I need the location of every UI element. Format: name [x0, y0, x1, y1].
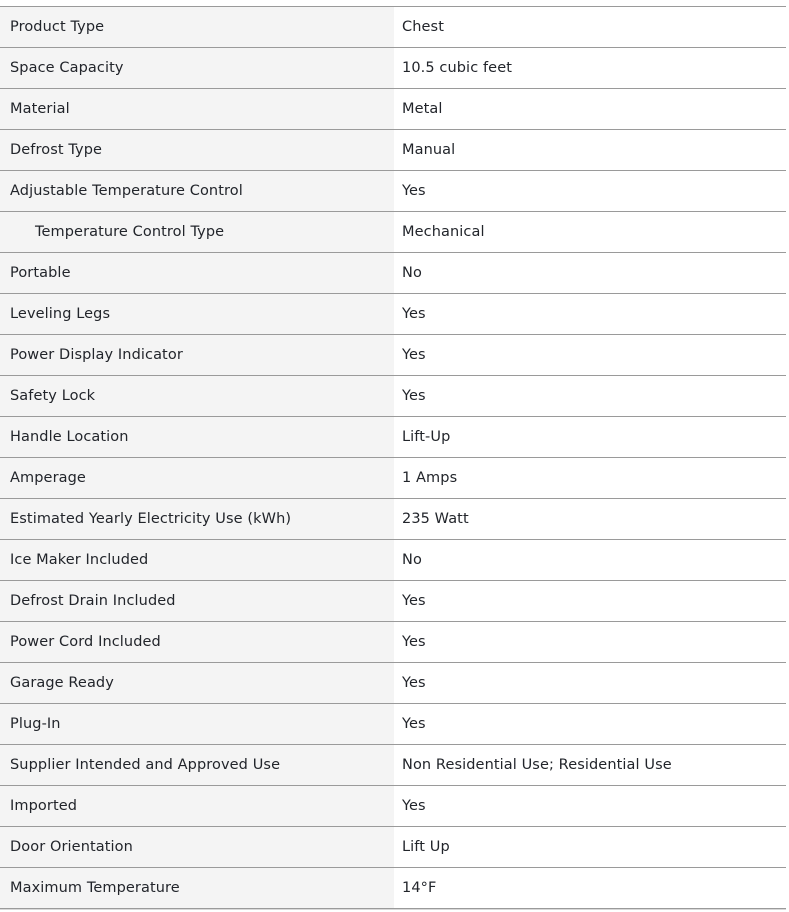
spec-value: Yes [394, 786, 786, 826]
spec-label: Power Display Indicator [0, 335, 394, 375]
spec-label: Material [0, 89, 394, 129]
spec-value: 235 Watt [394, 499, 786, 539]
spec-label: Amperage [0, 458, 394, 498]
spec-row [0, 130, 786, 171]
spec-row [0, 212, 786, 253]
spec-label: Supplier Intended and Approved Use [0, 745, 394, 785]
spec-value: Yes [394, 663, 786, 703]
spec-value: Manual [394, 130, 786, 170]
spec-row [0, 622, 786, 663]
spec-label: Adjustable Temperature Control [0, 171, 394, 211]
spec-row [0, 786, 786, 827]
spec-label: Product Type [0, 7, 394, 47]
spec-row [0, 335, 786, 376]
spec-row [0, 376, 786, 417]
spec-value: 14°F [394, 868, 786, 908]
spec-label: Plug-In [0, 704, 394, 744]
spec-row [0, 89, 786, 130]
spec-row [0, 581, 786, 622]
spec-row [0, 294, 786, 335]
spec-row [0, 253, 786, 294]
spec-label: Space Capacity [0, 48, 394, 88]
spec-value: No [394, 253, 786, 293]
spec-value: No [394, 540, 786, 580]
spec-value: Yes [394, 581, 786, 621]
spec-row [0, 540, 786, 581]
spec-label: Door Orientation [0, 827, 394, 867]
spec-value: Lift Up [394, 827, 786, 867]
spec-row [0, 827, 786, 868]
spec-value: 10.5 cubic feet [394, 48, 786, 88]
spec-value: Chest [394, 7, 786, 47]
spec-label: Garage Ready [0, 663, 394, 703]
spec-row [0, 7, 786, 48]
spec-row [0, 458, 786, 499]
spec-row [0, 663, 786, 704]
spec-value: Mechanical [394, 212, 786, 252]
spec-value: Yes [394, 622, 786, 662]
spec-label: Defrost Type [0, 130, 394, 170]
specifications-table [0, 6, 786, 909]
spec-label: Maximum Temperature [0, 868, 394, 908]
spec-row [0, 171, 786, 212]
spec-value: Yes [394, 171, 786, 211]
spec-label: Defrost Drain Included [0, 581, 394, 621]
spec-value: Yes [394, 335, 786, 375]
spec-value: Yes [394, 294, 786, 334]
spec-label: Ice Maker Included [0, 540, 394, 580]
spec-value: Lift-Up [394, 417, 786, 457]
spec-value: 1 Amps [394, 458, 786, 498]
spec-label: Handle Location [0, 417, 394, 457]
spec-label: Estimated Yearly Electricity Use (kWh) [0, 499, 394, 539]
spec-value: Metal [394, 89, 786, 129]
spec-row [0, 868, 786, 909]
spec-row [0, 745, 786, 786]
spec-row [0, 417, 786, 458]
spec-row [0, 499, 786, 540]
spec-label: Temperature Control Type [0, 212, 394, 252]
spec-label: Portable [0, 253, 394, 293]
spec-row [0, 48, 786, 89]
spec-row [0, 704, 786, 745]
spec-label: Imported [0, 786, 394, 826]
spec-value: Non Residential Use; Residential Use [394, 745, 786, 785]
table-bottom-divider [0, 909, 786, 910]
spec-label: Power Cord Included [0, 622, 394, 662]
spec-label: Leveling Legs [0, 294, 394, 334]
spec-label: Safety Lock [0, 376, 394, 416]
spec-value: Yes [394, 376, 786, 416]
spec-value: Yes [394, 704, 786, 744]
